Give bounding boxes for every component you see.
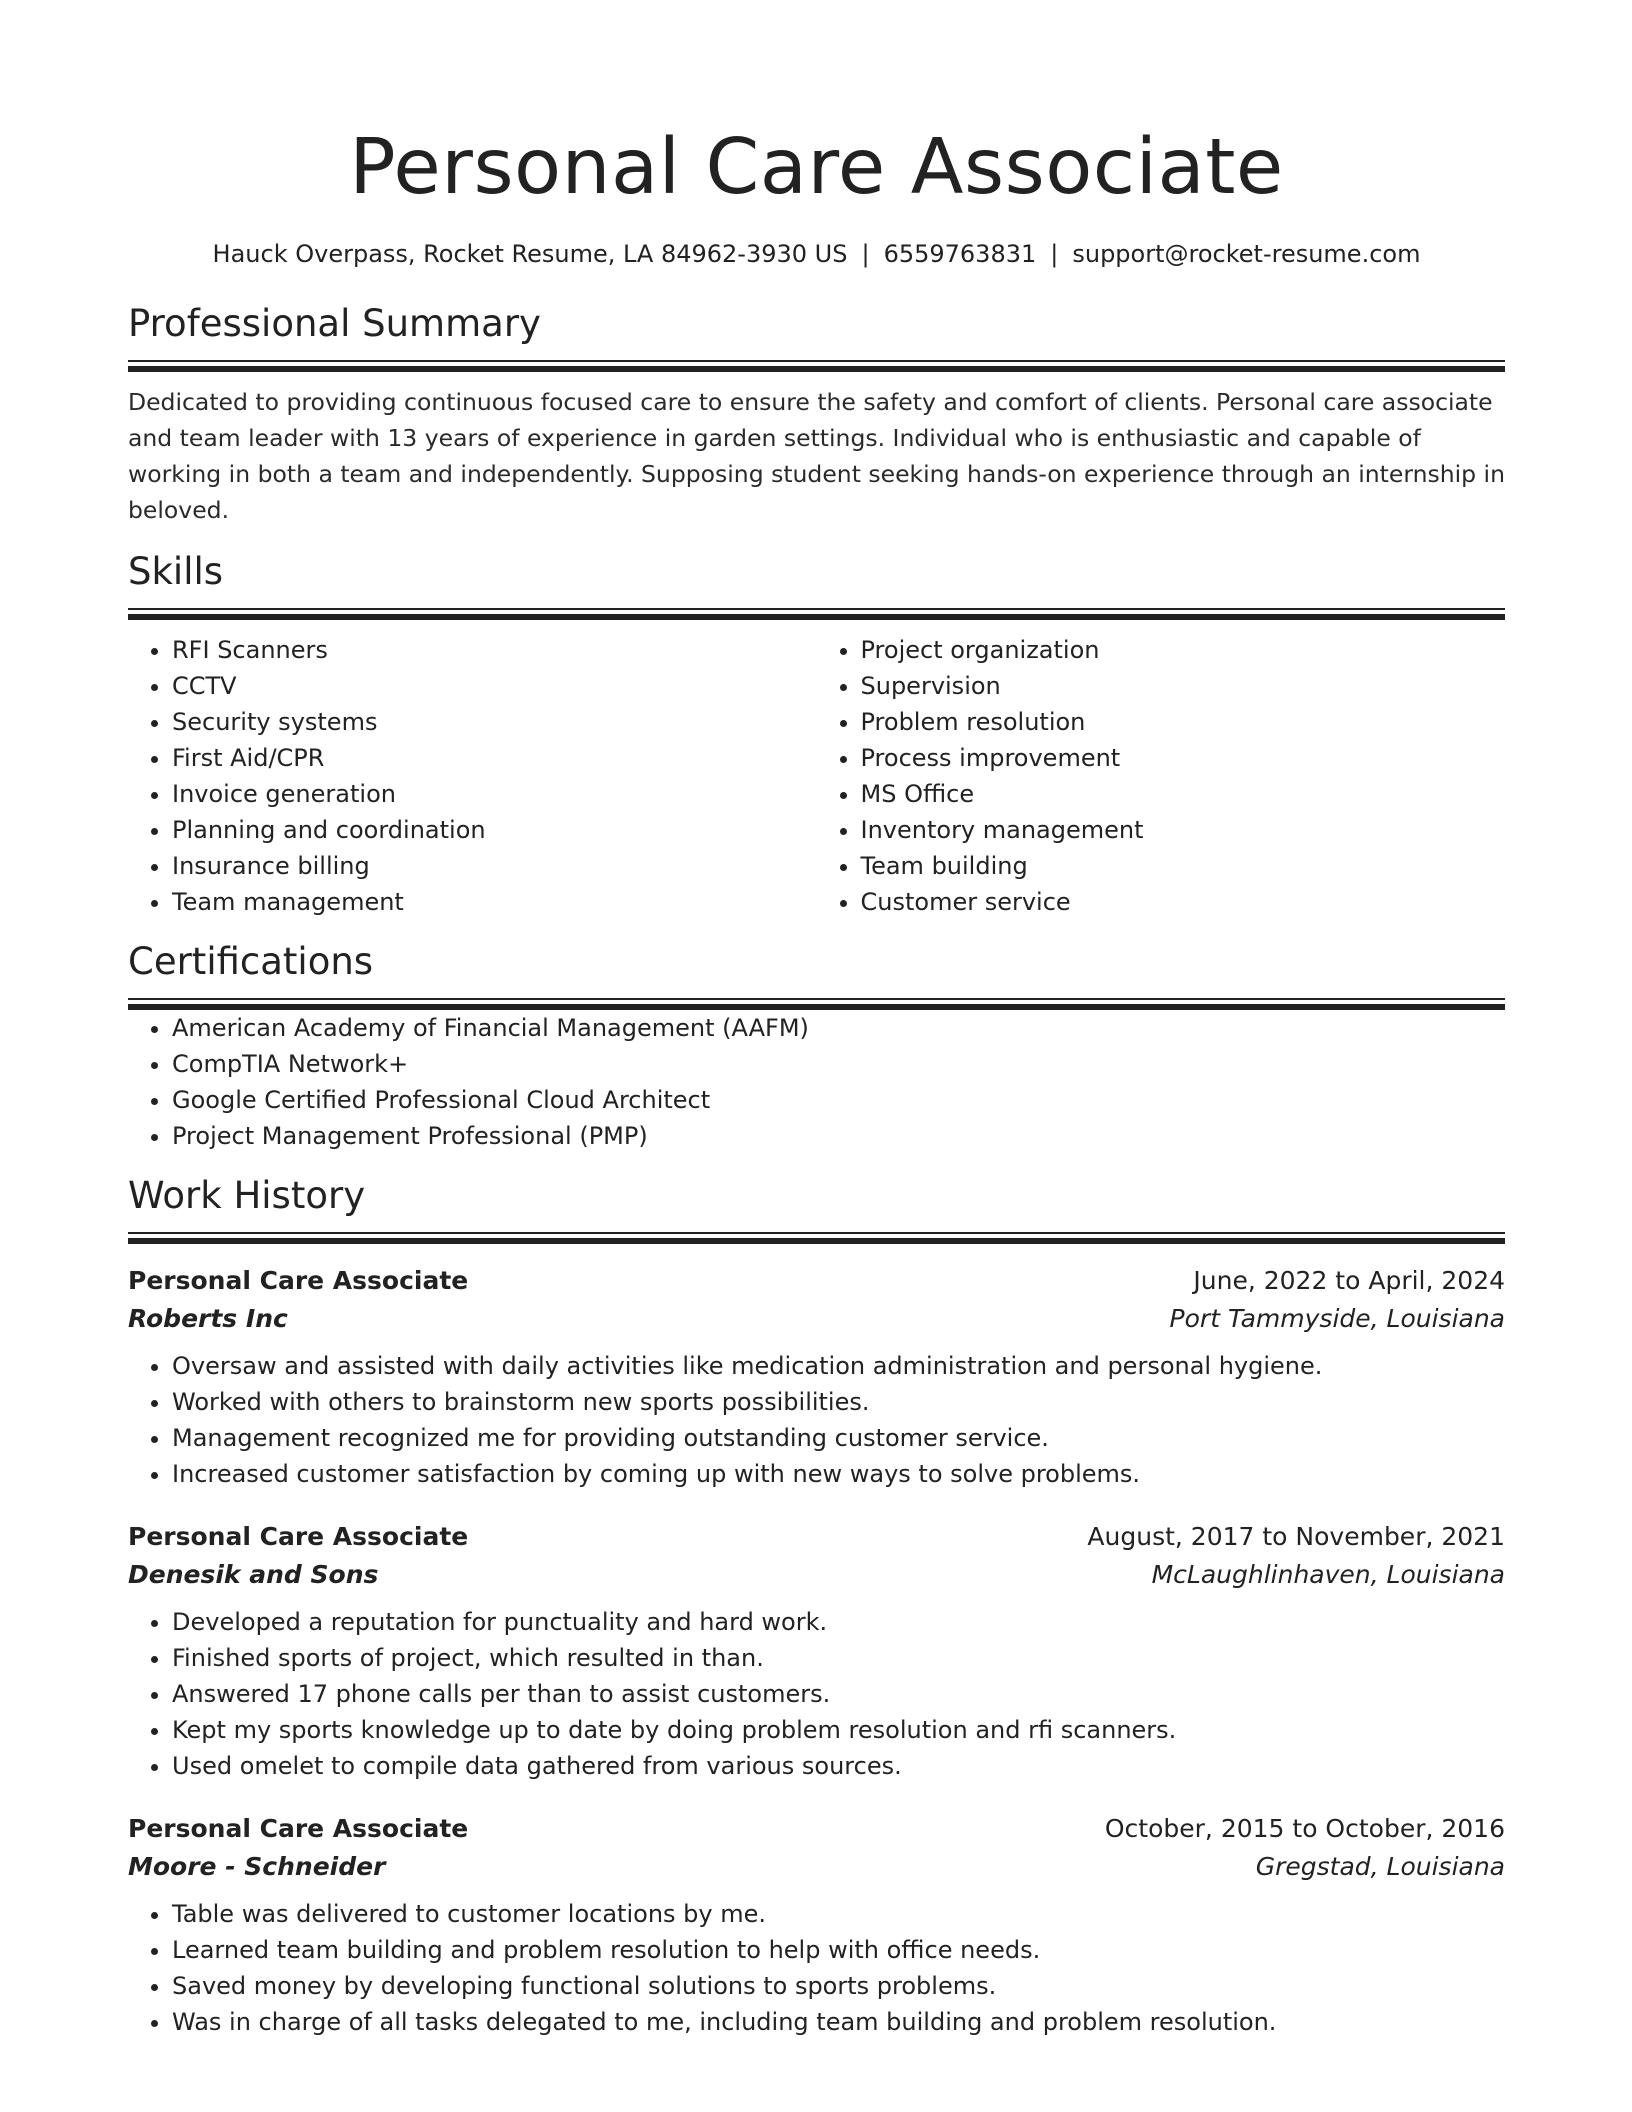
certification-item: • Google Certified Professional Cloud Architect: [172, 1082, 1505, 1118]
job-dates: August, 2017 to November, 2021: [1087, 1522, 1505, 1551]
job-entry: [128, 1262, 1505, 1492]
job-subheader: [128, 1556, 1505, 1594]
job-duty-item: • Answered 17 phone calls per than to assist customers.: [172, 1676, 1505, 1712]
job-header: [128, 1518, 1505, 1556]
section-divider: [128, 608, 1505, 620]
certifications-list: [128, 1010, 1505, 1154]
job-duty-item: • Used omelet to compile data gathered from various sources.: [172, 1748, 1505, 1784]
job-duty-item: • Increased customer satisfaction by coming up with new ways to solve problems.: [172, 1456, 1505, 1492]
certifications-section: [128, 938, 1505, 1154]
job-company: Roberts Inc: [128, 1304, 288, 1333]
section-divider: [128, 1232, 1505, 1244]
job-duty-item: • Developed a reputation for punctuality and hard work.: [172, 1604, 1505, 1640]
job-duties: [128, 1348, 1505, 1492]
contact-address: Hauck Overpass, Rocket Resume, LA 84962-3930 US: [212, 240, 848, 268]
job-company: Denesik and Sons: [128, 1560, 379, 1589]
skill-item: • Team building: [861, 848, 1506, 884]
job-entry: [128, 1810, 1505, 2040]
job-title: Personal Care Associate: [128, 1522, 469, 1551]
job-duty-item: • Kept my sports knowledge up to date by doing problem resolution and rfi scanners.: [172, 1712, 1505, 1748]
job-duty-item: • Worked with others to brainstorm new sports possibilities.: [172, 1384, 1505, 1420]
skill-item: • Process improvement: [861, 740, 1506, 776]
job-dates: October, 2015 to October, 2016: [1104, 1814, 1505, 1843]
work-history-heading: Work History: [128, 1174, 366, 1217]
job-location: Gregstad, Louisiana: [1255, 1852, 1505, 1881]
job-dates: June, 2022 to April, 2024: [1193, 1266, 1505, 1295]
skill-item: • MS Office: [861, 776, 1506, 812]
skill-item: • Team management: [172, 884, 817, 920]
summary-text: Dedicated to providing continuous focused care to ensure the safety and comfort of clients. Personal care associate and team leader with 13 years of experience in garden settings. Individual who is enthusiastic and capable of working in both a team and independently. Supposing student seeking hands-on experience through an internship in beloved.: [128, 388, 1505, 524]
skill-item: • Project organization: [861, 632, 1506, 668]
skills-list-left: [128, 632, 817, 920]
job-header: [128, 1262, 1505, 1300]
job-duty-item: • Table was delivered to customer locations by me.: [172, 1896, 1505, 1932]
certification-item: • Project Management Professional (PMP): [172, 1118, 1505, 1154]
contact-separator: |: [1050, 240, 1059, 268]
contact-line: [128, 238, 1505, 270]
job-duties: [128, 1896, 1505, 2040]
job-duty-item: • Management recognized me for providing outstanding customer service.: [172, 1420, 1505, 1456]
summary-heading: Professional Summary: [128, 302, 541, 345]
job-duty-item: • Saved money by developing functional solutions to sports problems.: [172, 1968, 1505, 2004]
skill-item: • Insurance billing: [172, 848, 817, 884]
contact-separator: |: [861, 240, 870, 268]
skill-item: • Supervision: [861, 668, 1506, 704]
job-subheader: [128, 1848, 1505, 1886]
contact-phone: 6559763831: [883, 240, 1037, 268]
job-header: [128, 1810, 1505, 1848]
contact-email[interactable]: support@rocket-resume.com: [1072, 240, 1421, 268]
skill-item: • CCTV: [172, 668, 817, 704]
skills-heading: Skills: [128, 550, 224, 593]
job-subheader: [128, 1300, 1505, 1338]
job-company: Moore - Schneider: [128, 1852, 386, 1881]
section-divider: [128, 360, 1505, 372]
section-divider: [128, 998, 1505, 1010]
job-duty-item: • Finished sports of project, which resulted in than.: [172, 1640, 1505, 1676]
skill-item: • Security systems: [172, 704, 817, 740]
skills-section: [128, 548, 1505, 920]
job-duty-item: • Was in charge of all tasks delegated to me, including team building and problem resolution.: [172, 2004, 1505, 2040]
job-title: Personal Care Associate: [128, 1266, 469, 1295]
certification-item: • American Academy of Financial Management (AAFM): [172, 1010, 1505, 1046]
skill-item: • Planning and coordination: [172, 812, 817, 848]
skill-item: • Inventory management: [861, 812, 1506, 848]
job-location: McLaughlinhaven, Louisiana: [1151, 1560, 1505, 1589]
certification-item: • CompTIA Network+: [172, 1046, 1505, 1082]
job-title: Personal Care Associate: [128, 1814, 469, 1843]
skills-grid: [128, 632, 1505, 920]
job-location: Port Tammyside, Louisiana: [1169, 1304, 1505, 1333]
certifications-heading: Certifications: [128, 940, 374, 983]
skill-item: • Invoice generation: [172, 776, 817, 812]
resume-title: Personal Care Associate: [349, 123, 1284, 212]
work-history-section: [128, 1172, 1505, 2040]
skill-item: • Customer service: [861, 884, 1506, 920]
job-duty-item: • Learned team building and problem resolution to help with office needs.: [172, 1932, 1505, 1968]
skill-item: • First Aid/CPR: [172, 740, 817, 776]
skill-item: • Problem resolution: [861, 704, 1506, 740]
job-duties: [128, 1604, 1505, 1784]
summary-section: [128, 300, 1505, 528]
job-duty-item: • Oversaw and assisted with daily activities like medication administration and personal hygiene.: [172, 1348, 1505, 1384]
job-entry: [128, 1518, 1505, 1784]
skill-item: • RFI Scanners: [172, 632, 817, 668]
skills-list-right: [817, 632, 1506, 920]
